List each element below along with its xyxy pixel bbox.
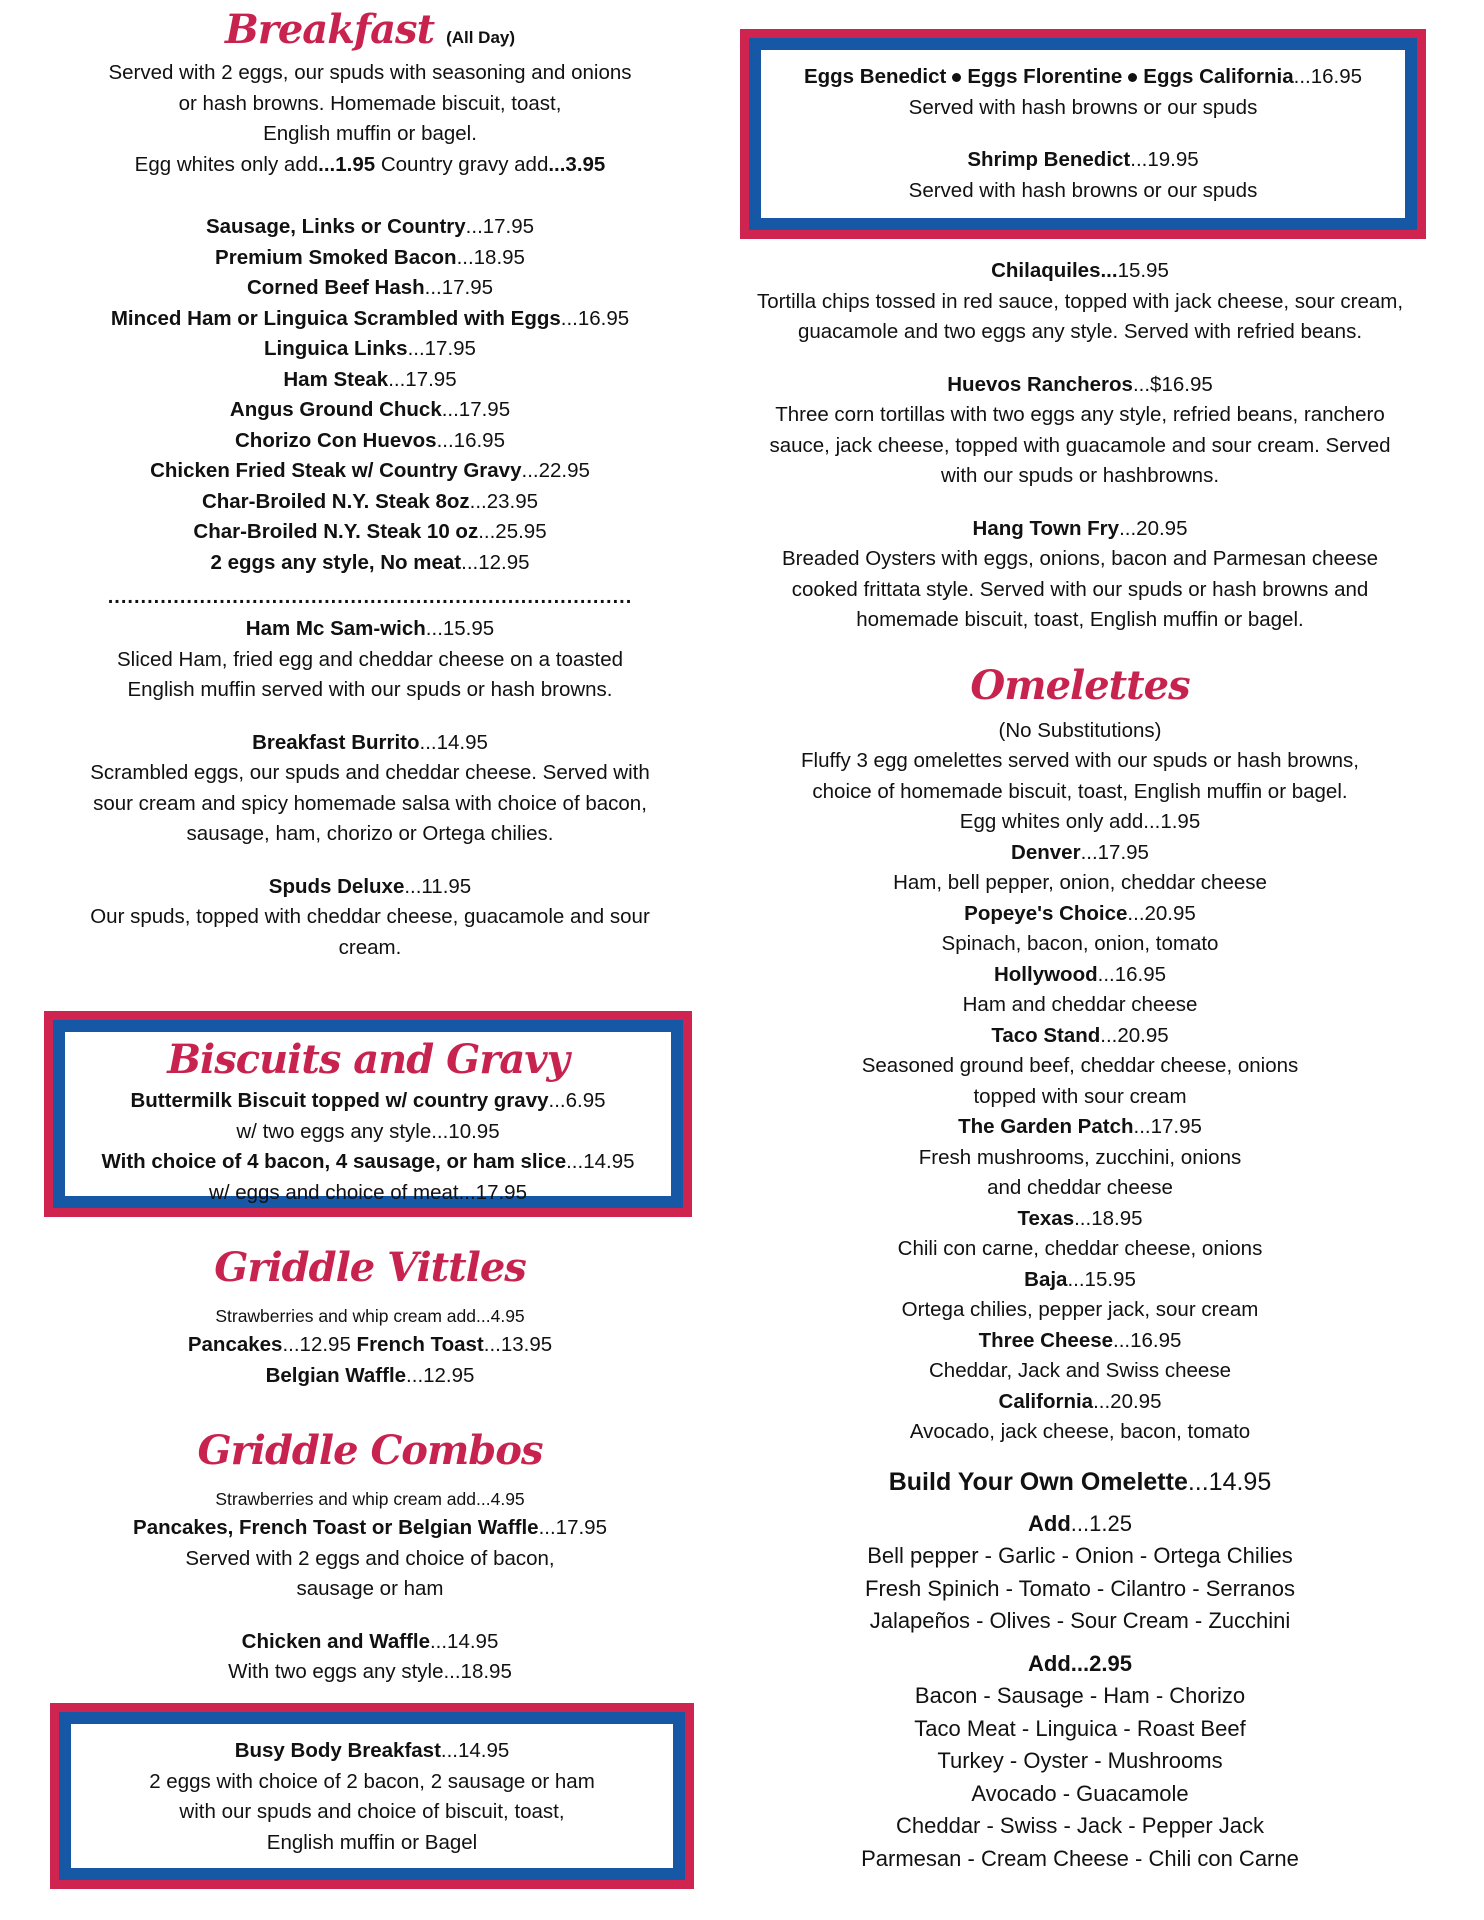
add-line: Avocado - Guacamole: [971, 1780, 1189, 1806]
combo-name: Pancakes, French Toast or Belgian Waffle...17.95: [133, 1516, 607, 1539]
add-line: Cheddar - Swiss - Jack - Pepper Jack: [895, 1813, 1265, 1838]
special-desc: guacamole and two eggs any style. Served with refried beans.: [797, 320, 1363, 343]
breakfast-item: Ham Steak...17.95: [283, 367, 457, 391]
breakfast-item: Chicken Fried Steak w/ Country Gravy...22.95: [150, 459, 590, 482]
special-desc: English muffin served with our spuds or hash browns.: [127, 678, 613, 701]
bullet-icon: [952, 73, 961, 82]
busy-body-box: [50, 1703, 694, 1889]
breakfast-item: 2 eggs any style, No meat...12.95: [210, 550, 530, 574]
biscuits-line: w/ eggs and choice of meat...17.95: [209, 1180, 527, 1204]
omelettes-intro: Fluffy 3 egg omelettes served with our spuds or hash browns,: [801, 749, 1359, 772]
biscuits-line: w/ two eggs any style...10.95: [236, 1119, 500, 1143]
left-column: [50, 6, 690, 963]
benedict-desc: Served with hash browns or our spuds: [908, 95, 1258, 119]
special-desc: sour cream and spicy homemade salsa with choice of bacon,: [93, 791, 647, 815]
add-line: Taco Meat - Linguica - Roast Beef: [914, 1715, 1246, 1741]
omelettes-intro: Egg whites only add...1.95: [959, 810, 1201, 833]
breakfast-item: Premium Smoked Bacon...18.95: [215, 245, 525, 269]
special-name: Hang Town Fry...20.95: [972, 516, 1188, 540]
omelette-desc: topped with sour cream: [973, 1084, 1187, 1108]
special-name: Spuds Deluxe...11.95: [268, 874, 472, 898]
griddle-vittles-title: Griddle Vittles: [214, 1244, 526, 1291]
omelette-name: Texas...18.95: [1017, 1206, 1143, 1230]
busy-body-desc: 2 eggs with choice of 2 bacon, 2 sausage or ham: [149, 1769, 595, 1793]
omelette-name: Three Cheese...16.95: [978, 1328, 1182, 1352]
breakfast-item: Minced Ham or Linguica Scrambled with Eggs...16.95: [110, 306, 630, 330]
breakfast-addons: Egg whites only add...1.95 Country gravy add...3.95: [134, 152, 606, 176]
breakfast-item: Corned Beef Hash...17.95: [246, 276, 494, 299]
special-desc: Scrambled eggs, our spuds and cheddar cheese. Served with: [90, 761, 650, 784]
omelette-desc: Chili con carne, cheddar cheese, onions: [897, 1237, 1263, 1260]
breakfast-item: Sausage, Links or Country...17.95: [205, 215, 535, 238]
special-name: Breakfast Burrito...14.95: [252, 730, 488, 754]
add-line: Parmesan - Cream Cheese - Chili con Carne: [861, 1845, 1299, 1871]
breakfast-item: Char-Broiled N.Y. Steak 10 oz...25.95: [193, 520, 547, 543]
biscuits-line: With choice of 4 bacon, 4 sausage, or ham slice...14.95: [101, 1150, 635, 1173]
omelette-desc: and cheddar cheese: [987, 1176, 1173, 1199]
breakfast-heading: [50, 6, 690, 53]
omelette-desc: Ham and cheddar cheese: [962, 993, 1198, 1016]
special-desc: with our spuds or hashbrowns.: [940, 464, 1220, 487]
omelette-desc: Ortega chilies, pepper jack, sour cream: [901, 1298, 1259, 1321]
add-line: Jalapeños - Olives - Sour Cream - Zucchini: [869, 1608, 1291, 1633]
special-name: Huevos Rancheros...$16.95: [947, 372, 1213, 396]
chicken-waffle-name: Chicken and Waffle...14.95: [241, 1629, 499, 1653]
add-line: Fresh Spinich - Tomato - Cilantro - Serranos: [865, 1575, 1295, 1601]
bullet-icon: [1128, 73, 1137, 82]
omelette-name: Popeye's Choice...20.95: [964, 901, 1196, 925]
special-desc: Our spuds, topped with cheddar cheese, guacamole and sour: [90, 905, 650, 928]
omelettes-note: (No Substitutions): [998, 718, 1162, 742]
special-desc: Sliced Ham, fried egg and cheddar cheese on a toasted: [117, 647, 623, 671]
special-desc: Breaded Oysters with eggs, onions, bacon and Parmesan cheese: [782, 547, 1378, 570]
omelette-desc: Seasoned ground beef, cheddar cheese, onions: [861, 1054, 1299, 1077]
biscuits-line: Buttermilk Biscuit topped w/ country gravy...6.95: [130, 1089, 606, 1112]
omelettes-title: Omelettes: [970, 661, 1190, 709]
special-desc: Tortilla chips tossed in red sauce, topped with jack cheese, sour cream,: [756, 289, 1404, 313]
omelette-name: The Garden Patch...17.95: [958, 1115, 1202, 1138]
special-desc: cream.: [338, 935, 402, 959]
griddle-combos-title: Griddle Combos: [197, 1427, 543, 1474]
special-desc: homemade biscuit, toast, English muffin or bagel.: [856, 608, 1304, 631]
omelette-desc: Cheddar, Jack and Swiss cheese: [929, 1359, 1231, 1382]
griddle-section: [50, 1244, 690, 1688]
benedict-box: [740, 29, 1426, 239]
shrimp-benedict-name: Shrimp Benedict...19.95: [967, 148, 1199, 171]
griddle-vittles-line: Belgian Waffle...12.95: [265, 1363, 475, 1387]
add-line: Turkey - Oyster - Mushrooms: [937, 1748, 1223, 1773]
griddle-vittles-note: Strawberries and whip cream add...4.95: [215, 1306, 525, 1326]
special-name: Ham Mc Sam-wich...15.95: [245, 617, 495, 640]
special-desc: Three corn tortillas with two eggs any style, refried beans, ranchero: [775, 403, 1385, 426]
busy-body-name: Busy Body Breakfast...14.95: [234, 1739, 510, 1762]
omelette-name: Hollywood...16.95: [993, 962, 1167, 986]
breakfast-item: Chorizo Con Huevos...16.95: [235, 428, 505, 452]
special-name: Chilaquiles...15.95: [991, 259, 1169, 282]
omelettes-intro: choice of homemade biscuit, toast, English muffin or bagel.: [812, 779, 1348, 803]
benedict-items: Eggs Benedict Eggs Florentine Eggs California...16.95: [803, 65, 1363, 88]
add-label: Add...2.95: [1028, 1650, 1132, 1676]
combo-desc: Served with 2 eggs and choice of bacon,: [185, 1546, 555, 1570]
add-line: Bacon - Sausage - Ham - Chorizo: [914, 1683, 1246, 1708]
special-desc: sausage, ham, chorizo or Ortega chilies.: [186, 822, 554, 845]
omelette-desc: Spinach, bacon, onion, tomato: [941, 932, 1219, 955]
breakfast-intro-line: or hash browns. Homemade biscuit, toast,: [178, 91, 562, 115]
biscuits-box: [44, 1011, 692, 1217]
omelette-name: California...20.95: [998, 1389, 1162, 1413]
chicken-waffle-desc: With two eggs any style...18.95: [228, 1660, 512, 1683]
breakfast-item: Linguica Links...17.95: [264, 337, 476, 360]
breakfast-item: Char-Broiled N.Y. Steak 8oz...23.95: [201, 489, 539, 513]
combo-desc: sausage or ham: [296, 1577, 444, 1600]
special-desc: cooked frittata style. Served with our spuds or hash browns and: [791, 577, 1369, 601]
griddle-combos-note: Strawberries and whip cream add...4.95: [215, 1489, 525, 1509]
right-column: [720, 256, 1440, 1875]
omelette-desc: Fresh mushrooms, zucchini, onions: [918, 1145, 1242, 1169]
omelette-desc: Avocado, jack cheese, bacon, tomato: [909, 1420, 1251, 1443]
biscuits-title: Biscuits and Gravy: [167, 1036, 569, 1083]
special-desc: sauce, jack cheese, topped with guacamole and sour cream. Served: [769, 433, 1391, 457]
busy-body-desc: English muffin or Bagel: [266, 1830, 478, 1854]
omelette-name: Baja...15.95: [1024, 1267, 1136, 1291]
griddle-vittles-line: Pancakes...12.95 French Toast...13.95: [187, 1333, 553, 1356]
breakfast-title: Breakfast: [224, 6, 435, 53]
breakfast-intro-line: English muffin or bagel.: [263, 122, 477, 145]
breakfast-intro-line: Served with 2 eggs, our spuds with seasoning and onions: [108, 61, 632, 84]
shrimp-benedict-desc: Served with hash browns or our spuds: [908, 178, 1258, 202]
dotted-divider: ................................................................................: [107, 586, 633, 608]
breakfast-item: Angus Ground Chuck...17.95: [229, 398, 511, 421]
omelette-desc: Ham, bell pepper, onion, cheddar cheese: [893, 871, 1267, 894]
busy-body-desc: with our spuds and choice of biscuit, toast,: [179, 1800, 565, 1823]
breakfast-subtitle: (All Day): [446, 28, 516, 47]
omelette-name: Denver...17.95: [1011, 840, 1149, 864]
add-line: Bell pepper - Garlic - Onion - Ortega Chilies: [867, 1543, 1293, 1568]
add-label: Add...1.25: [1028, 1510, 1132, 1536]
build-your-own: Build Your Own Omelette...14.95: [888, 1467, 1272, 1496]
omelette-name: Taco Stand...20.95: [991, 1023, 1169, 1047]
